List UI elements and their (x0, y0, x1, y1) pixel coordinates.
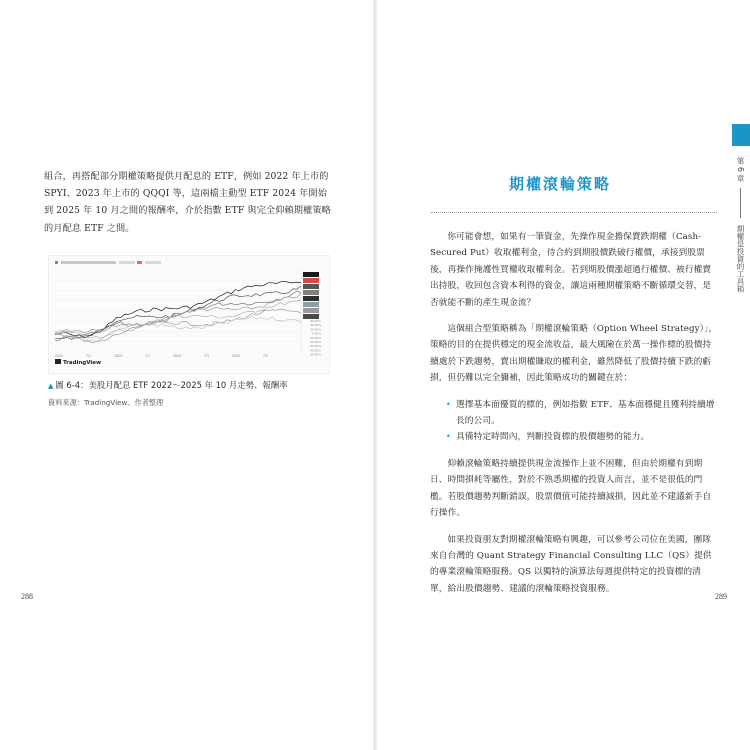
section-title: 期權滾輪策略 (508, 175, 611, 193)
chart-logo (55, 359, 101, 366)
legend-text-placeholder (119, 261, 135, 264)
chart-header (55, 261, 161, 264)
x-tick-label: 2022 (54, 354, 64, 358)
x-tick-label: 7月 (203, 354, 210, 358)
chapter-side-label (733, 157, 747, 292)
paragraph-1: 你可能會想，如果有一筆資金，先操作現金擔保賣跌期權（Cash-Secured Put）收取權利金，待合約到期股價跌破行權價，承接到股票後，再操作掩護性買權收取權利金。若到期股價漲超過行權價、被行權賣出持股，收回包含資本利得的資金，讓這兩種期權策略不斷循環交替，是否就能不斷的產生現金流？ (430, 232, 712, 308)
value-tag (303, 296, 319, 301)
paragraph-4: 如果投資朋友對期權滾輪策略有興趣，可以參考公司位在美國，團隊來自台灣的 Quant Strategy Financial Consulting LLC（QS）提供的專業滾輪策略服務。QS 以獨特的演算法每週提供特定的投資標的清單，給出股價趨勢、建議的滾輪策略投資服務。 (430, 534, 712, 594)
y-tick-label: -50.00% (309, 352, 321, 357)
paragraph-2: 這個組合型策略稱為「期權滾輪策略（Option Wheel Strategy）」，策略的目的在提供穩定的現金流收益，最大風險在於萬一操作標的股價持續處於下跌趨勢，賣出期權賺取的權利金，雖然降低了股價持續下跌的虧損，但仍難以完全彌補，因此策略成功的關鍵在於： (430, 324, 718, 384)
legend-swatch (55, 261, 58, 264)
value-tag (303, 284, 319, 289)
y-tick-label: 0.00% (312, 331, 321, 336)
chart-value-tags (303, 272, 319, 319)
x-tick-label: 7月 (262, 354, 269, 358)
chapter-suffix: 章 (736, 174, 745, 182)
price-series-line (55, 316, 301, 341)
key-points-list (430, 397, 718, 446)
tradingview-logo-icon (55, 359, 61, 364)
figure-caption-text: 圖 6-4：美股月配息 ETF 2022～2025 年 10 月走勢、報酬率 (55, 380, 288, 390)
chart-grid (55, 270, 301, 352)
y-tick-label: 40.00% (310, 323, 321, 328)
legend-text-placeholder (61, 261, 116, 264)
x-tick-label: 2025 (231, 354, 241, 358)
left-paragraph: 組合，再搭配部分期權策略提供月配息的 ETF，例如 2022 年上市的 SPYI、2023 年上市的 QQQI 等，這兩檔主動型 ETF 2024 年開始到 2025 年 10 月之間的報酬率，介於指數 ETF 與完全仰賴期權策略的月配息 ETF 之間。 (44, 171, 331, 234)
list-item (446, 429, 718, 445)
price-series-line (55, 300, 301, 338)
y-tick-label: 20.00% (310, 327, 321, 332)
chapter-prefix: 第 (736, 157, 745, 165)
chart-y-ticks (309, 319, 321, 357)
title-divider (431, 212, 717, 213)
y-tick-label: -10.00% (309, 335, 321, 340)
side-label-divider (740, 188, 741, 218)
figure-caption (48, 379, 348, 391)
figure-source: 資料來源：TradingView、作者整理 (48, 398, 164, 407)
x-tick-label: 2023 (113, 354, 123, 358)
page-number-left: 288 (21, 592, 33, 601)
value-tag (303, 278, 319, 283)
x-tick-label: 7月 (144, 354, 151, 358)
bullet-icon: • (446, 432, 451, 442)
legend-text-placeholder (145, 261, 161, 264)
bullet-icon: • (446, 399, 451, 409)
value-tag (303, 308, 319, 313)
list-item-text: 選擇基本面優質的標的，例如指數 ETF、基本面穩健且獲利持續增長的公司。 (456, 399, 715, 427)
value-tag (303, 272, 319, 277)
tradingview-logo-text: TradingView (63, 360, 102, 366)
list-item-text: 具備特定時間內，判斷投資標的股價趨勢的能力。 (456, 432, 650, 443)
chart-svg (49, 256, 329, 373)
right-body (430, 229, 718, 607)
value-tag (303, 290, 319, 295)
caption-triangle-icon: ▲ (48, 382, 54, 390)
paragraph-3: 仰賴滾輪策略持續提供現金流操作上並不困難，但由於期權有到期日、時間損耗等屬性，對於不熟悉期權的投資人而言，並不是很低的門檻。若股價趨勢判斷錯誤，股票價值可能持續減損，因此並不建議新手自行操作。 (430, 458, 712, 519)
list-item (446, 397, 718, 430)
value-tag (303, 302, 319, 307)
chart-x-ticks (55, 353, 268, 358)
y-tick-label: -40.00% (309, 348, 321, 353)
chapter-tab (732, 124, 750, 146)
chapter-number: 6 (736, 166, 745, 172)
y-tick-label: 60.00% (310, 319, 321, 323)
x-tick-label: 7月 (85, 354, 92, 358)
page-number-right: 289 (715, 592, 727, 601)
y-tick-label: -20.00% (309, 340, 321, 344)
chapter-title: 期權是投資的工具箱 (736, 224, 745, 293)
price-series-line (55, 286, 301, 339)
figure-chart (48, 255, 330, 374)
y-tick-label: -30.00% (309, 344, 321, 349)
x-tick-label: 2024 (172, 354, 182, 358)
legend-text-placeholder (137, 261, 142, 264)
